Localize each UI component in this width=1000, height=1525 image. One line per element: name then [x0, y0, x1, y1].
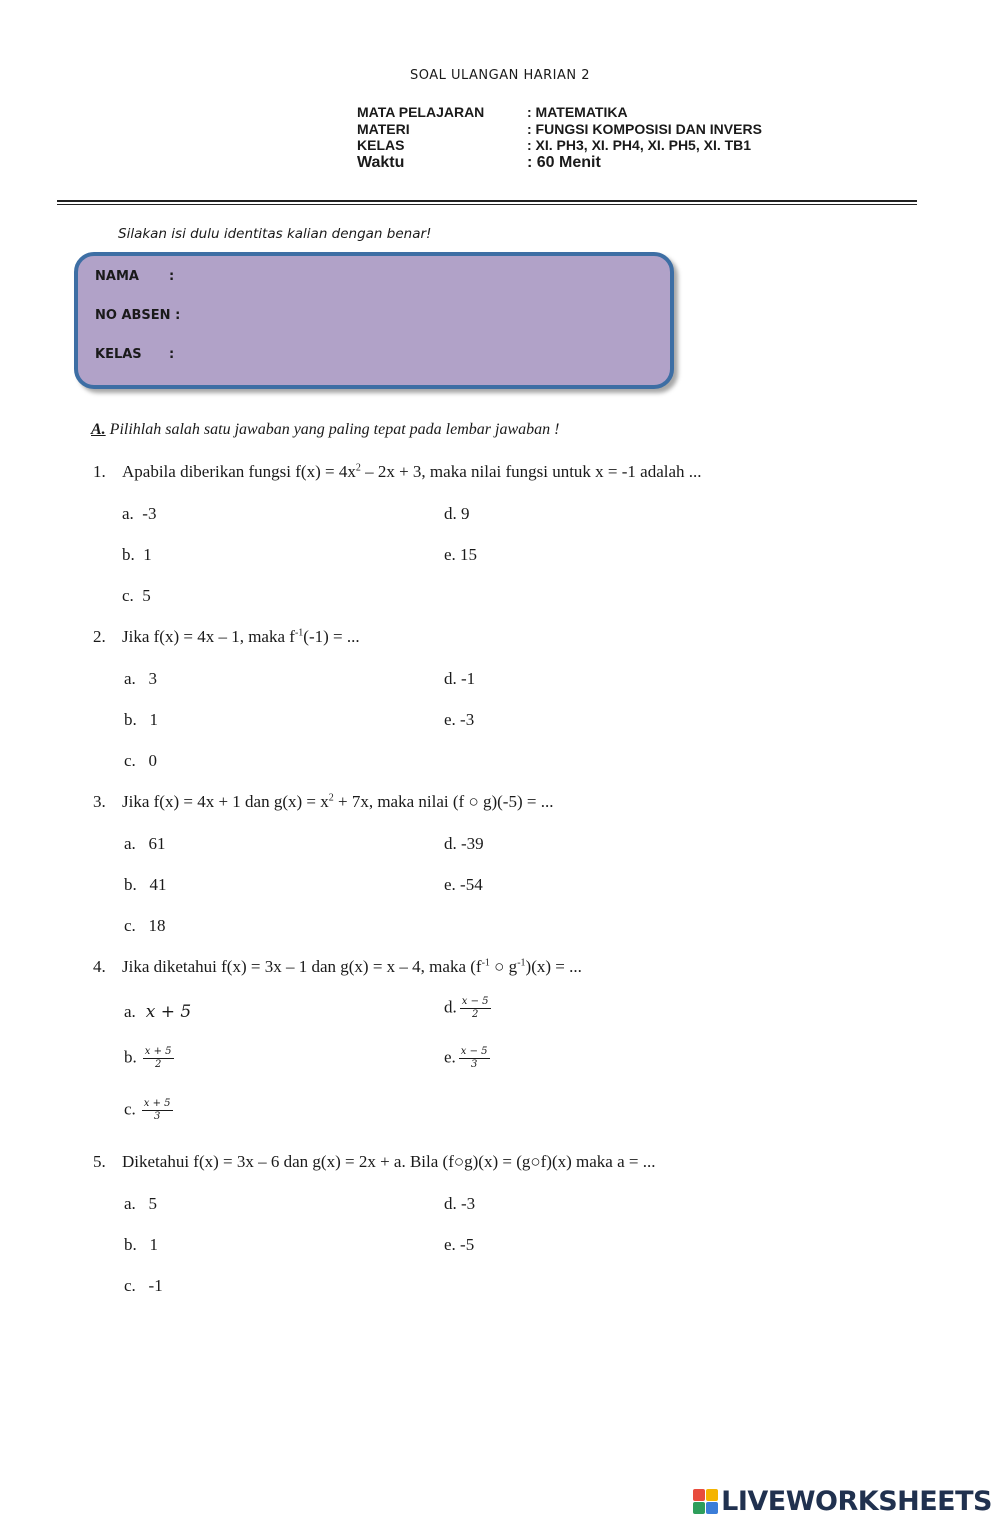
section-instruction: Pilihlah salah satu jawaban yang paling tepat pada lembar jawaban ! — [109, 421, 560, 438]
identity-instruction: Silakan isi dulu identitas kalian dengan benar! — [118, 226, 432, 242]
math-expression: x + 5 — [145, 1002, 192, 1022]
meta-value-material: : FUNGSI KOMPOSISI DAN INVERS — [527, 120, 762, 137]
meta-label-time: Waktu — [357, 154, 405, 171]
option-c[interactable]: c. $\frac{x + 5}{3}$ — [124, 1098, 171, 1122]
fraction: $\frac{x - 5}{2}$ — [461, 996, 489, 1020]
meta-value-time: : 60 Menit — [527, 154, 601, 171]
option-e[interactable]: e. -5 — [444, 1235, 475, 1254]
header-divider-bottom — [57, 204, 917, 205]
option-d[interactable]: d. 9 — [444, 504, 470, 523]
option-e[interactable]: e. $\frac{x - 5}{3}$ — [444, 1046, 488, 1070]
question-text: Jika f(x) = 4x + 1 dan $g(x) = x^2 + 7x$, maka nilai (f ○ g)(-5) = ... — [122, 792, 554, 811]
question-number: 4. — [93, 957, 106, 976]
logo-cell — [706, 1502, 718, 1514]
option-a[interactable]: a. 3 — [124, 669, 158, 688]
logo-cell — [693, 1502, 705, 1514]
identity-input-class[interactable] — [190, 340, 650, 370]
option-b[interactable]: b. $\frac{x + 5}{2}$ — [124, 1046, 172, 1070]
question-number: 3. — [93, 792, 106, 811]
liveworksheets-logo-icon — [693, 1489, 718, 1514]
option-a[interactable]: a. 61 — [124, 834, 166, 853]
liveworksheets-watermark — [693, 1486, 992, 1517]
meta-label-class: KELAS — [357, 137, 405, 153]
meta-label-material: MATERI — [357, 120, 410, 137]
identity-label-absen: NO ABSEN : — [95, 308, 181, 323]
fraction: $\frac{x + 5}{2}$ — [144, 1046, 172, 1070]
logo-cell — [706, 1489, 718, 1501]
question-text: Jika diketahui f(x) = 3x – 1 dan g(x) = x – 4, maka ($f^{-1}$ ○ $g^{-1})(x)$ = ... — [122, 957, 582, 976]
option-b[interactable]: b. 1 — [124, 1235, 158, 1254]
fraction: $\frac{x + 5}{3}$ — [143, 1098, 171, 1122]
option-a[interactable]: a. -3 — [122, 504, 157, 523]
meta-label-subject: MATA PELAJARAN — [357, 104, 485, 120]
option-d[interactable]: d. -1 — [444, 669, 476, 688]
question-number: 5. — [93, 1152, 106, 1171]
header-divider-top — [57, 200, 917, 202]
section-letter: A. — [91, 421, 106, 438]
option-e[interactable]: e. 15 — [444, 545, 478, 564]
meta-value-class: : XI. PH3, XI. PH4, XI. PH5, XI. TB1 — [527, 137, 752, 153]
question-number: 2. — [93, 627, 106, 646]
liveworksheets-wordmark: LIVEWORKSHEETS — [721, 1486, 992, 1517]
option-d[interactable]: d. -39 — [444, 834, 484, 853]
option-b[interactable]: b. 1 — [122, 545, 152, 564]
option-a[interactable]: a. 5 — [124, 1194, 158, 1213]
option-d[interactable]: d. -3 — [444, 1194, 476, 1213]
option-e[interactable]: e. -54 — [444, 875, 483, 894]
question-text: Jika f(x) = 4x – 1, maka $f^{-1}(-1)$ = ... — [122, 627, 360, 646]
option-e[interactable]: e. -3 — [444, 710, 475, 729]
option-c[interactable]: c. 5 — [122, 586, 151, 605]
identity-input-absen[interactable] — [190, 301, 650, 331]
identity-label-class: KELAS — [95, 347, 142, 362]
identity-input-name[interactable] — [190, 262, 650, 292]
option-c[interactable]: c. 18 — [124, 916, 166, 935]
option-c[interactable]: c. -1 — [124, 1276, 163, 1295]
question-text: Diketahui f(x) = 3x – 6 dan g(x) = 2x + a. Bila (f○g)(x) = (g○f)(x) maka a = ... — [122, 1152, 656, 1171]
identity-colon-name: : — [169, 269, 175, 284]
meta-value-subject: : MATEMATIKA — [527, 104, 628, 120]
question-number: 1. — [93, 462, 106, 481]
worksheet-title: SOAL ULANGAN HARIAN 2 — [409, 68, 591, 83]
option-b[interactable]: b. 1 — [124, 710, 158, 729]
identity-label-name: NAMA — [95, 269, 139, 284]
option-c[interactable]: c. 0 — [124, 751, 158, 770]
option-b[interactable]: b. 41 — [124, 875, 167, 894]
option-a[interactable]: a. x + 5 — [124, 1002, 192, 1022]
question-text: Apabila diberikan fungsi $f(x) = 4x^2 - 2x + 3$, maka nilai fungsi untuk x = -1 adalah ... — [122, 462, 702, 481]
option-d[interactable]: d. $\frac{x - 5}{2}$ — [444, 996, 489, 1020]
section-heading — [91, 421, 559, 439]
fraction: $\frac{x - 5}{3}$ — [460, 1046, 488, 1070]
identity-colon-class: : — [169, 347, 175, 362]
logo-cell — [693, 1489, 705, 1501]
